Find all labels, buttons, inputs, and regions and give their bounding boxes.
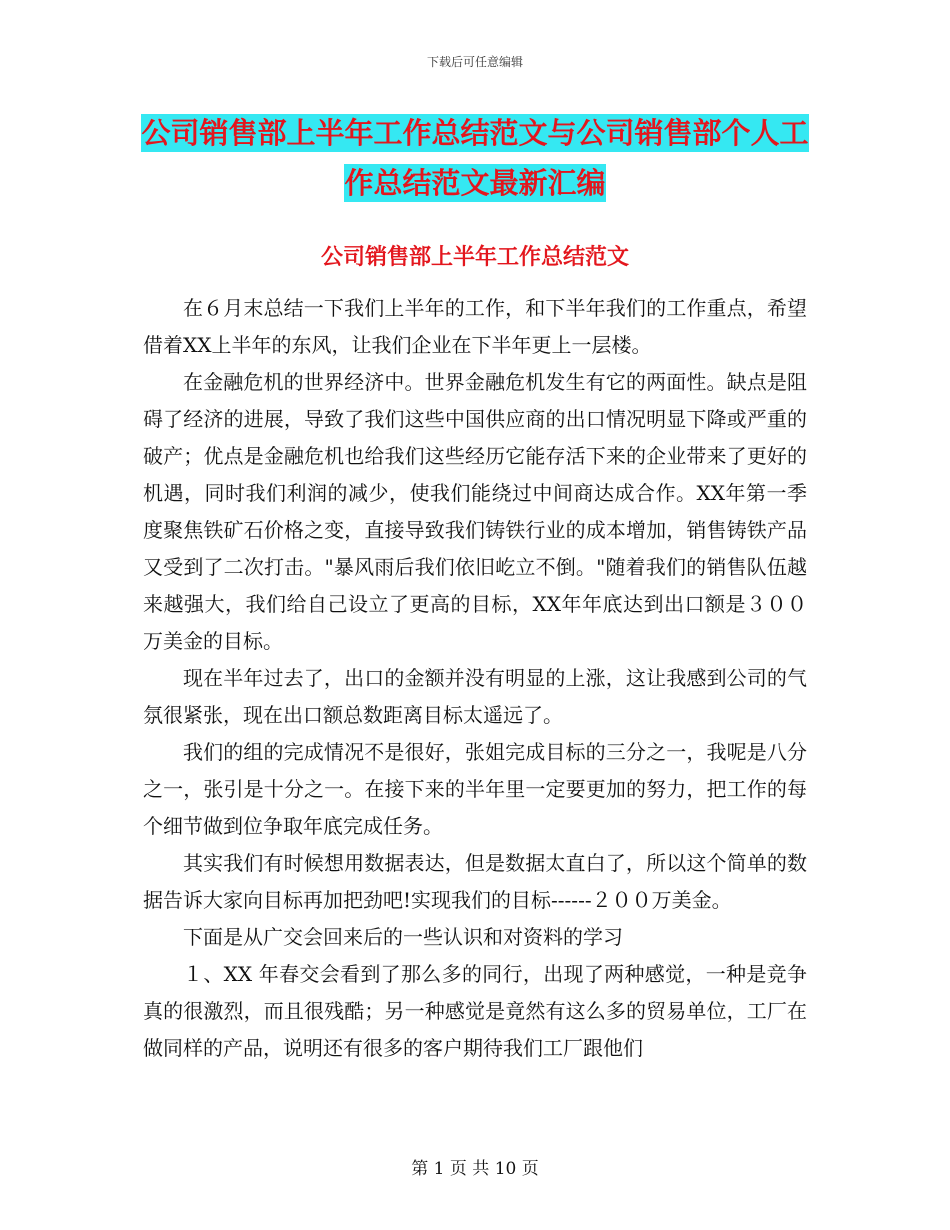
section-title: 公司销售部上半年工作总结范文 — [320, 245, 629, 270]
paragraph: 在金融危机的世界经济中。世界金融危机发生有它的两面性。缺点是阻碍了经济的进展，导致了我们这些中国供应商的出口情况明显下降或严重的破产；优点是金融危机也给我们这些经历它能存活下来的企业带来了更好的机遇，同时我们利润的减少，使我们能绕过中间商达成合作。XX年第一季度聚焦铁矿石价格之变，直接导致我们铸铁行业的成本增加，销售铸铁产品又受到了二次打击。"暴风雨后我们依旧屹立不倒。"随着我们的销售队伍越来越强大，我们给自己设立了更高的目标，XX年年底达到出口额是３００万美金的目标。 — [143, 370, 807, 653]
paragraph: 在６月末总结一下我们上半年的工作，和下半年我们的工作重点，希望借着XX上半年的东风，让我们企业在下半年更上一层楼。 — [143, 296, 807, 357]
paragraph: １、XX 年春交会看到了那么多的同行，出现了两种感觉，一种是竞争真的很激烈，而且很残酷；另一种感觉是竟然有这么多的贸易单位，工厂在做同样的产品，说明还有很多的客户期待我们工厂跟他们 — [143, 962, 807, 1060]
page-number-footer: 第 1 页 共 10 页 — [411, 1159, 539, 1179]
header-note: 下载后可任意编辑 — [426, 55, 523, 69]
body-text — [143, 290, 807, 1067]
document-title — [140, 108, 810, 208]
paragraph: 我们的组的完成情况不是很好，张姐完成目标的三分之一，我呢是八分之一，张引是十分之一。在接下来的半年里一定要更加的努力，把工作的每个细节做到位争取年底完成任务。 — [143, 740, 807, 838]
document-title-line-1: 公司销售部上半年工作总结范文与公司销售部个人工 — [141, 116, 809, 150]
paragraph: 现在半年过去了，出口的金额并没有明显的上涨，这让我感到公司的气氛很紧张，现在出口额总数距离目标太遥远了。 — [143, 666, 807, 727]
paragraph: 其实我们有时候想用数据表达，但是数据太直白了，所以这个简单的数据告诉大家向目标再加把劲吧!实现我们的目标------２００万美金。 — [143, 851, 807, 912]
paragraph: 下面是从广交会回来后的一些认识和对资料的学习 — [183, 925, 623, 949]
document-title-line-2: 作总结范文最新汇编 — [344, 166, 606, 200]
